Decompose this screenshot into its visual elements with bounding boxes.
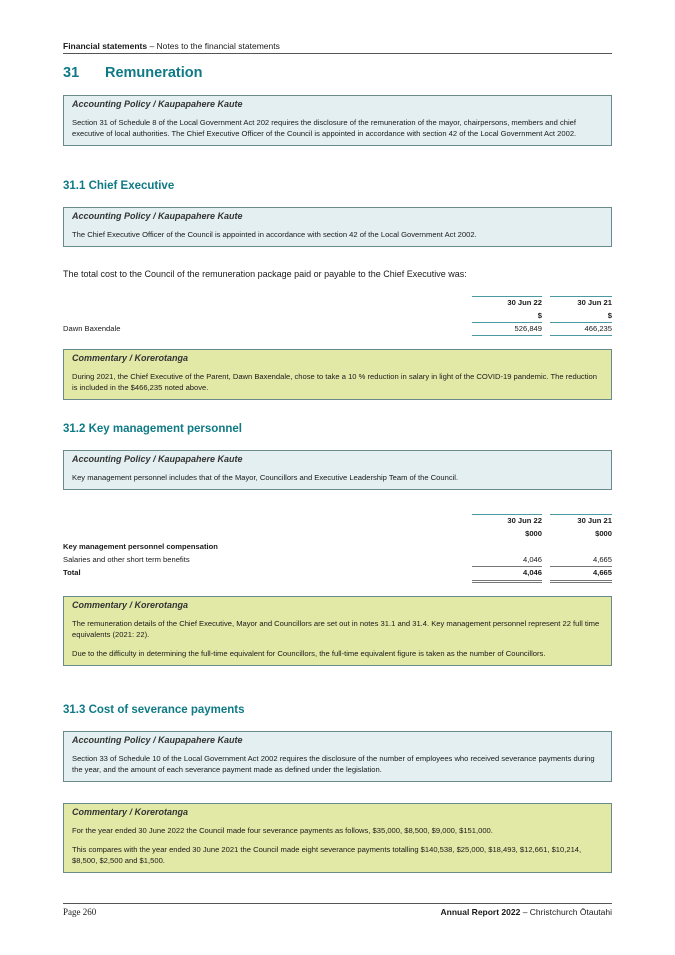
policy-box-313	[63, 731, 612, 782]
cell-value: 466,235	[584, 324, 612, 333]
commentary-box-313	[63, 803, 612, 873]
table-row	[63, 322, 612, 335]
policy-text: The Chief Executive Officer of the Council is appointed in accordance with section 42 of the Local Government Act 2002.	[72, 230, 477, 239]
header-subsection: – Notes to the financial statements	[147, 41, 280, 51]
policy-title: Accounting Policy / Kaupapahere Kaute	[72, 735, 243, 745]
subsection-heading-312: 31.2 Key management personnel	[63, 423, 242, 435]
commentary-text: During 2021, the Chief Executive of the Parent, Dawn Baxendale, chose to take a 10 % reduction in salary in light of the COVID-19 pandemic. The reduction is included in the $466,235 noted above.	[72, 372, 597, 392]
policy-text: Section 31 of Schedule 8 of the Local Government Act 202 requires the disclosure of the remuneration of the mayor, chairpersons, members and chief executive of local authorities. The Chief Executive Officer of the Council is appointed in accordance with section 42 of the Local Government Act 2002.	[72, 118, 577, 138]
commentary-box-312	[63, 596, 612, 666]
table-row	[63, 553, 612, 566]
page-footer	[63, 903, 612, 917]
cell-value: 4,665	[592, 568, 612, 577]
col-header: 30 Jun 22	[507, 516, 542, 525]
policy-box-31	[63, 95, 612, 146]
section-title: Remuneration	[105, 65, 203, 81]
section-label: Key management personnel compensation	[63, 542, 218, 551]
header-section: Financial statements	[63, 41, 148, 51]
commentary-text: Due to the difficulty in determining the full-time equivalent for Councillors, the full-time equivalent figure is taken as the number of Councillors.	[72, 649, 546, 658]
col-header: 30 Jun 21	[577, 298, 612, 307]
section-heading	[63, 65, 203, 81]
report-title-rest: – Christchurch Ōtautahi	[520, 907, 612, 917]
col-header: 30 Jun 21	[577, 516, 612, 525]
table-total-row	[63, 566, 612, 579]
policy-text: Key management personnel includes that of the Mayor, Councillors and Executive Leadership Team of the Council.	[72, 473, 459, 482]
table-header-row	[63, 296, 612, 309]
policy-box-311	[63, 207, 612, 247]
table-unit-row	[63, 527, 612, 540]
cell-value: 526,849	[514, 324, 542, 333]
subsection-heading-313: 31.3 Cost of severance payments	[63, 704, 245, 716]
commentary-title: Commentary / Korerotanga	[72, 600, 189, 610]
commentary-text: This compares with the year ended 30 June 2021 the Council made eight severance payments totalling $140,538, $25,000, $18,493, $12,661, $10,214, $8,500, $2,500 and $1,500.	[72, 845, 582, 865]
table-header-row	[63, 514, 612, 527]
row-label: Dawn Baxendale	[63, 324, 121, 333]
table-unit-row	[63, 309, 612, 322]
commentary-box-311	[63, 349, 612, 400]
kmp-compensation-table	[63, 514, 612, 579]
table-section-row	[63, 540, 612, 553]
total-label: Total	[63, 568, 81, 577]
row-label: Salaries and other short term benefits	[63, 555, 190, 564]
policy-box-312	[63, 450, 612, 490]
policy-text: Section 33 of Schedule 10 of the Local Government Act 2002 requires the disclosure of the number of employees who received severance payments during the year, and the amount of each severance payment made as defined under the legislation.	[72, 754, 595, 774]
cell-value: 4,046	[522, 555, 542, 564]
commentary-text: The remuneration details of the Chief Executive, Mayor and Councillors are set out in notes 31.1 and 31.4. Key management personnel represent 22 full time equivalents (2021: 22).	[72, 619, 600, 639]
policy-title: Accounting Policy / Kaupapahere Kaute	[72, 211, 243, 221]
running-header	[63, 41, 612, 54]
page-number: Page 260	[63, 907, 97, 917]
col-unit: $	[607, 311, 612, 320]
ce-intro-text: The total cost to the Council of the remuneration package paid or payable to the Chief Executive was:	[63, 269, 467, 279]
commentary-title: Commentary / Korerotanga	[72, 807, 189, 817]
commentary-title: Commentary / Korerotanga	[72, 353, 189, 363]
policy-title: Accounting Policy / Kaupapahere Kaute	[72, 454, 243, 464]
ce-remuneration-table	[63, 296, 612, 335]
cell-value: 4,665	[592, 555, 612, 564]
col-unit: $	[537, 311, 542, 320]
col-unit: $000	[595, 529, 612, 538]
subsection-heading-311: 31.1 Chief Executive	[63, 180, 175, 192]
col-header: 30 Jun 22	[507, 298, 542, 307]
report-title-bold: Annual Report 2022	[440, 907, 521, 917]
cell-value: 4,046	[522, 568, 542, 577]
report-title	[441, 907, 612, 917]
commentary-text: For the year ended 30 June 2022 the Council made four severance payments as follows, $35,000, $8,500, $9,000, $151,000.	[72, 826, 493, 835]
policy-title: Accounting Policy / Kaupapahere Kaute	[72, 99, 243, 109]
col-unit: $000	[525, 529, 542, 538]
section-number: 31	[63, 65, 80, 81]
